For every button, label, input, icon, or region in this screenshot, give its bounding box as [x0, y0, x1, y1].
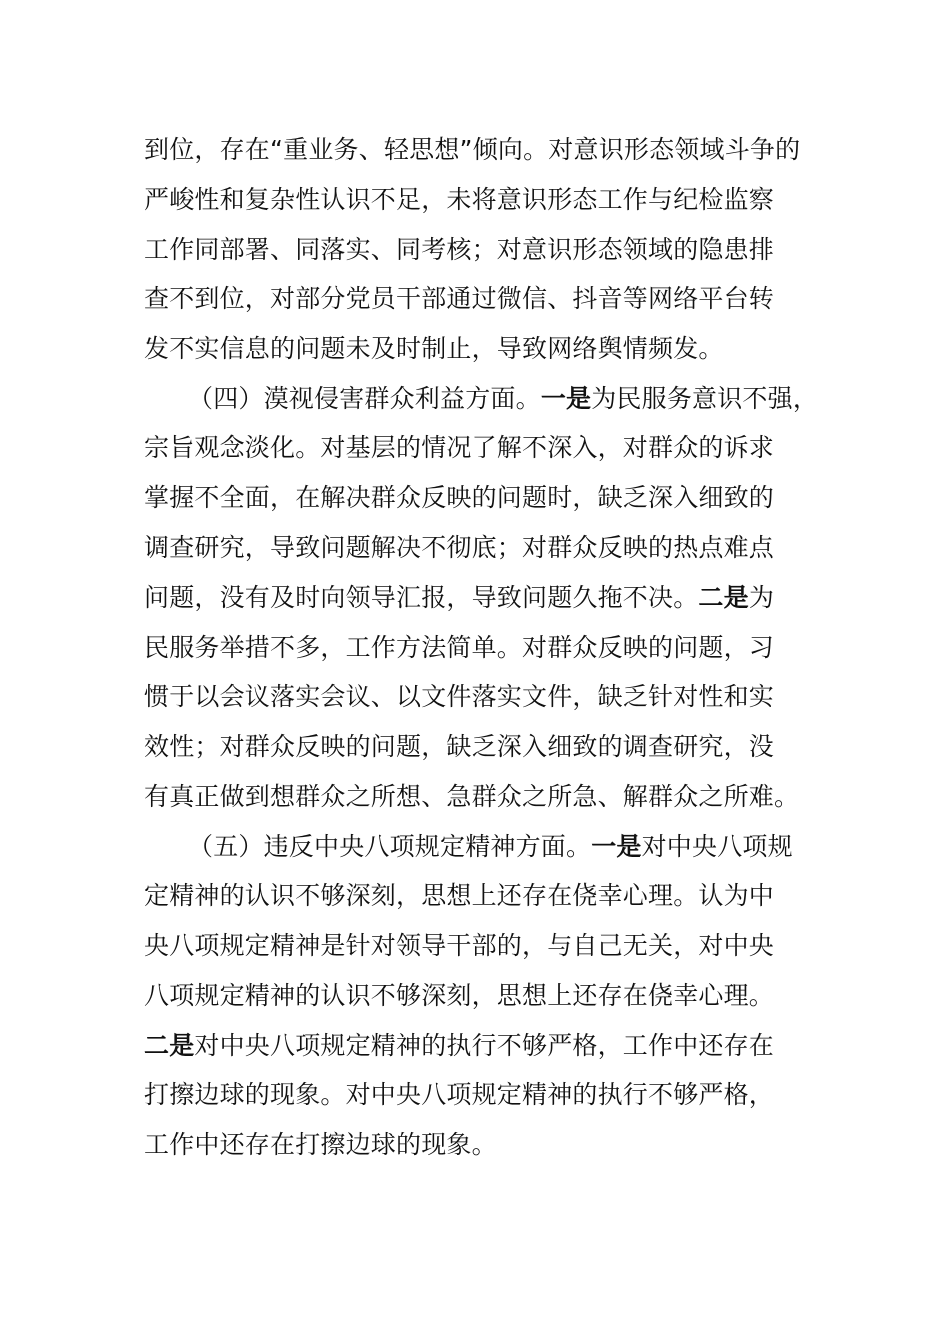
text-line-5: 发不实信息的问题未及时制止，导致网络舆情频发。 — [144, 334, 724, 363]
text-line-18: 八项规定精神的认识不够深刻，思想上还存在侥幸心理。 — [144, 981, 775, 1010]
text-line-7: 宗旨观念淡化。对基层的情况了解不深入，对群众的诉求 — [144, 433, 775, 462]
text-line-16: 定精神的认识不够深刻，思想上还存在侥幸心理。认为中 — [144, 881, 775, 910]
text-line-13: 效性；对群众反映的问题，缺乏深入细致的调查研究，没 — [144, 732, 775, 761]
text-line-1: 到位，存在“重业务、轻思想”倾向。对意识形态领域斗争的 — [144, 135, 801, 164]
text-line-4: 查不到位，对部分党员干部通过微信、抖音等网络平台转 — [144, 284, 775, 313]
text-line-20: 打擦边球的现象。对中央八项规定精神的执行不够严格， — [144, 1080, 775, 1109]
text-line-3: 工作同部署、同落实、同考核；对意识形态领域的隐患排 — [144, 235, 775, 264]
section-five-heading-line: （五）违反中央八项规定精神方面。一是对中央八项规 — [188, 832, 793, 861]
text-line-11: 民服务举措不多，工作方法简单。对群众反映的问题，习 — [144, 633, 775, 662]
text-line-21: 工作中还存在打擦边球的现象。 — [144, 1130, 497, 1159]
text-line-14: 有真正做到想群众之所想、急群众之所急、解群众之所难。 — [144, 782, 800, 811]
section-four-heading-line: （四）漠视侵害群众利益方面。一是为民服务意识不强， — [188, 384, 819, 413]
text-line-8: 掌握不全面，在解决群众反映的问题时，缺乏深入细致的 — [144, 483, 775, 512]
text-line-19: 二是对中央八项规定精神的执行不够严格，工作中还存在 — [144, 1031, 775, 1060]
text-line-12: 惯于以会议落实会议、以文件落实文件，缺乏针对性和实 — [144, 682, 775, 711]
text-line-10: 问题，没有及时向领导汇报，导致问题久拖不决。二是为 — [144, 583, 775, 612]
text-line-17: 央八项规定精神是针对领导干部的，与自己无关，对中央 — [144, 931, 775, 960]
text-line-2: 严峻性和复杂性认识不足，未将意识形态工作与纪检监察 — [144, 185, 775, 214]
text-line-9: 调查研究，导致问题解决不彻底；对群众反映的热点难点 — [144, 533, 775, 562]
